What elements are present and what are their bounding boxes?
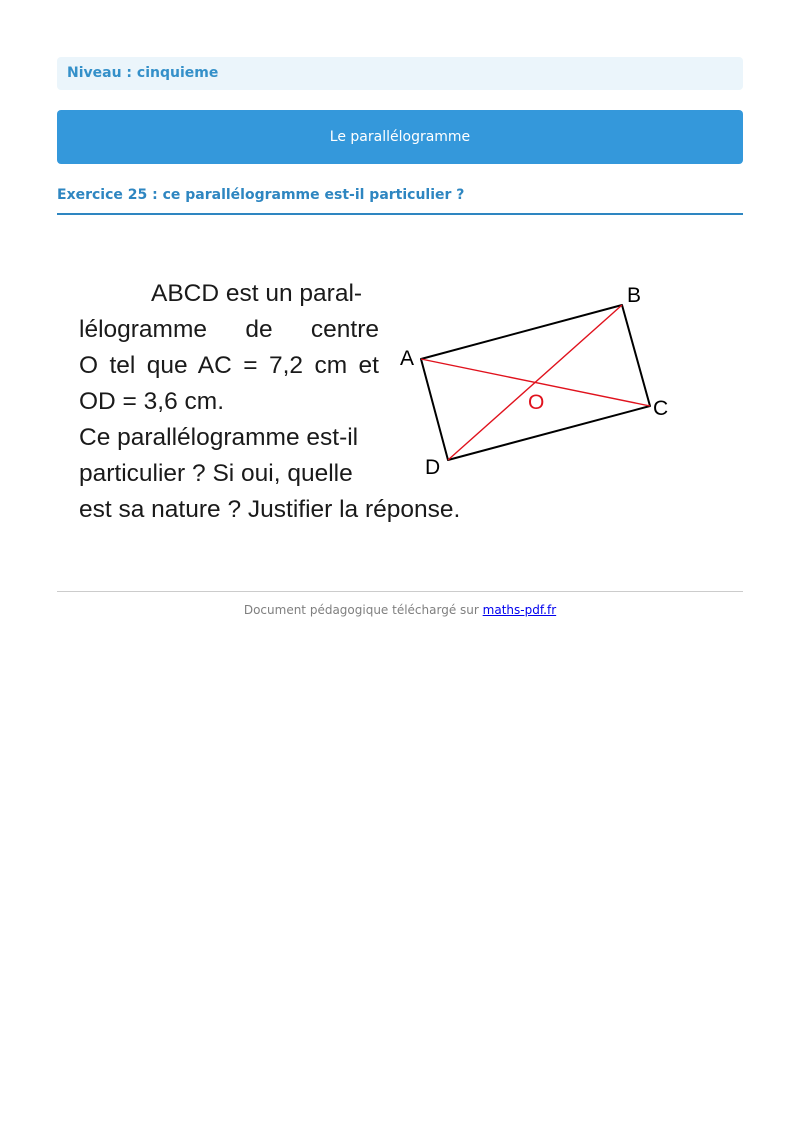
topic-title: Le parallélogramme bbox=[329, 129, 471, 145]
center-label-o: O bbox=[528, 391, 545, 414]
footer-link[interactable]: maths-pdf.fr bbox=[482, 603, 557, 617]
footer-divider bbox=[57, 591, 743, 592]
statement-line: ABCD est un paral- bbox=[151, 280, 363, 307]
vertex-label-a: A bbox=[400, 347, 415, 370]
vertex-label-d: D bbox=[425, 456, 441, 479]
statement-line: lélogramme de centre bbox=[79, 316, 379, 343]
statement-line: particulier ? Si oui, quelle bbox=[79, 460, 353, 487]
parallelogram-figure bbox=[395, 278, 685, 483]
vertex-label-c: C bbox=[653, 397, 669, 420]
statement-line: OD = 3,6 cm. bbox=[79, 388, 225, 415]
topic-banner bbox=[57, 110, 743, 164]
footer-text: Document pédagogique téléchargé sur bbox=[243, 603, 479, 617]
level-label: Niveau : cinquieme bbox=[67, 65, 219, 81]
footer bbox=[57, 603, 743, 617]
exercise-heading bbox=[57, 183, 743, 215]
statement-line: Ce parallélogramme est-il bbox=[79, 424, 359, 451]
exercise-statement bbox=[79, 276, 461, 528]
statement-line: O tel que AC = 7,2 cm et bbox=[79, 352, 379, 379]
level-banner bbox=[57, 57, 743, 90]
vertex-label-b: B bbox=[627, 284, 642, 307]
exercise-title: Exercice 25 : ce parallélogramme est-il particulier ? bbox=[57, 187, 465, 203]
statement-line: est sa nature ? Justifier la réponse. bbox=[79, 496, 461, 523]
